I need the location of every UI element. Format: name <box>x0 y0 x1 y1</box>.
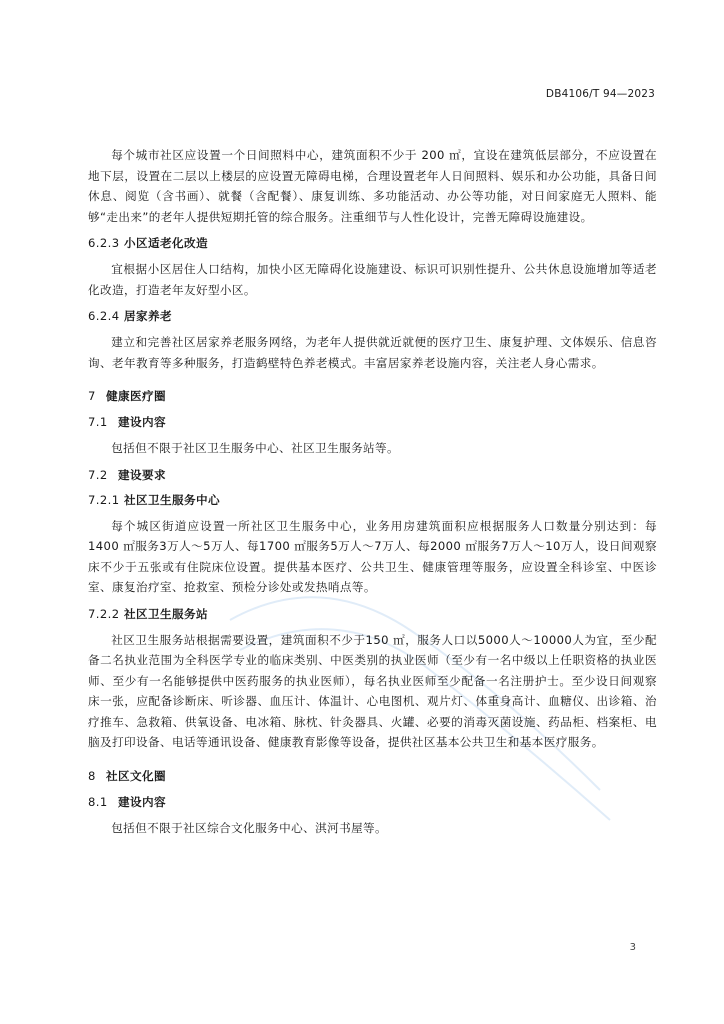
section-number: 6.2.4 <box>88 309 120 323</box>
body-paragraph: 每个城市社区应设置一个日间照料中心，建筑面积不少于 200 ㎡，宜设在建筑低层部分，不应设置在地下层，设置在二层以上楼层的应设置无障碍电梯，合理设置老年人日间照料、娱乐和办公功能，具备日间休息、阅览（含书画）、就餐（含配餐）、康复训练、多功能活动、办公等功能，对日间家庭无人照料、能够“走出来”的老年人提供短期托管的综合服务。注重细节与人性化设计，完善无障碍设施建设。 <box>88 148 657 224</box>
section-heading <box>88 413 657 431</box>
document-code: DB4106/T 94—2023 <box>545 88 655 100</box>
section-title: 健康医疗圈 <box>106 389 166 403</box>
section-heading <box>88 234 657 252</box>
section-number: 8.1 <box>88 794 108 809</box>
section-title: 建设要求 <box>118 467 166 482</box>
section-number: 7.1 <box>88 415 108 429</box>
section-heading <box>88 605 657 623</box>
body-paragraph: 包括但不限于社区综合文化服务中心、淇河书屋等。 <box>111 820 388 835</box>
section-title: 建设内容 <box>118 415 166 429</box>
section-number: 7.2.2 <box>88 606 120 621</box>
section-heading <box>88 307 657 325</box>
section-heading <box>88 767 657 785</box>
section-heading <box>88 491 657 509</box>
section-heading <box>88 466 657 484</box>
section-title: 社区文化圈 <box>106 768 166 783</box>
section-number: 7.2.1 <box>88 492 120 507</box>
section-title: 社区卫生服务站 <box>124 606 208 621</box>
body-paragraph: 社区卫生服务站根据需要设置，建筑面积不少于150 ㎡，服务人口以5000人～10000人为宜，至少配备二名执业范围为全科医学专业的临床类别、中医类别的执业医师（至少有一名中级以上任职资格的执业医师、至少有一名能够提供中医药服务的执业医师），每名执业医师至少配备一名注册护士。至少设日间观察床一张，应配备诊断床、听诊器、血压计、体温计、心电图机、观片灯、体重身高计、血糖仪、出诊箱、治疗推车、急救箱、供氧设备、电冰箱、脉枕、针灸器具、火罐、必要的消毒灭菌设施、药品柜、档案柜、电脑及打印设备、电话等通讯设备、健康教育影像等设备，提供社区基本公共卫生和基本医疗服务。 <box>88 632 657 749</box>
section-title: 建设内容 <box>118 794 166 809</box>
section-title: 小区适老化改造 <box>124 236 208 250</box>
page-number: 3 <box>629 942 636 953</box>
body-paragraph: 宜根据小区居住人口结构，加快小区无障碍化设施建设、标识可识别性提升、公共休息设施增加等适老化改造，打造老年友好型小区。 <box>88 262 657 297</box>
section-heading <box>88 793 657 811</box>
section-number: 6.2.3 <box>88 236 120 250</box>
section-number: 8 <box>88 768 96 783</box>
body-paragraph: 包括但不限于社区卫生服务中心、社区卫生服务站等。 <box>111 441 400 455</box>
section-number: 7.2 <box>88 467 108 482</box>
body-paragraph: 建立和完善社区居家养老服务网络，为老年人提供就近就便的医疗卫生、康复护理、文体娱乐、信息咨询、老年教育等多种服务，打造鹤壁特色养老模式。丰富居家养老设施内容，关注老人身心需求。 <box>88 335 657 370</box>
document-body <box>88 145 657 838</box>
section-title: 居家养老 <box>124 309 172 323</box>
section-title: 社区卫生服务中心 <box>124 492 220 507</box>
section-heading <box>88 387 657 405</box>
body-paragraph: 每个城区街道应设置一所社区卫生服务中心，业务用房建筑面积应根据服务人口数量分别达到：每1400 ㎡服务3万人～5万人、每1700 ㎡服务5万人～7万人、每2000 ㎡服务7万人～10万人，设日间观察床不少于五张或有住院床位设置。提供基本医疗、公共卫生、健康管理等服务，应设置全科诊室、中医诊室、康复治疗室、抢救室、预检分诊处或发热哨点等。 <box>88 518 657 594</box>
section-number: 7 <box>88 389 96 403</box>
